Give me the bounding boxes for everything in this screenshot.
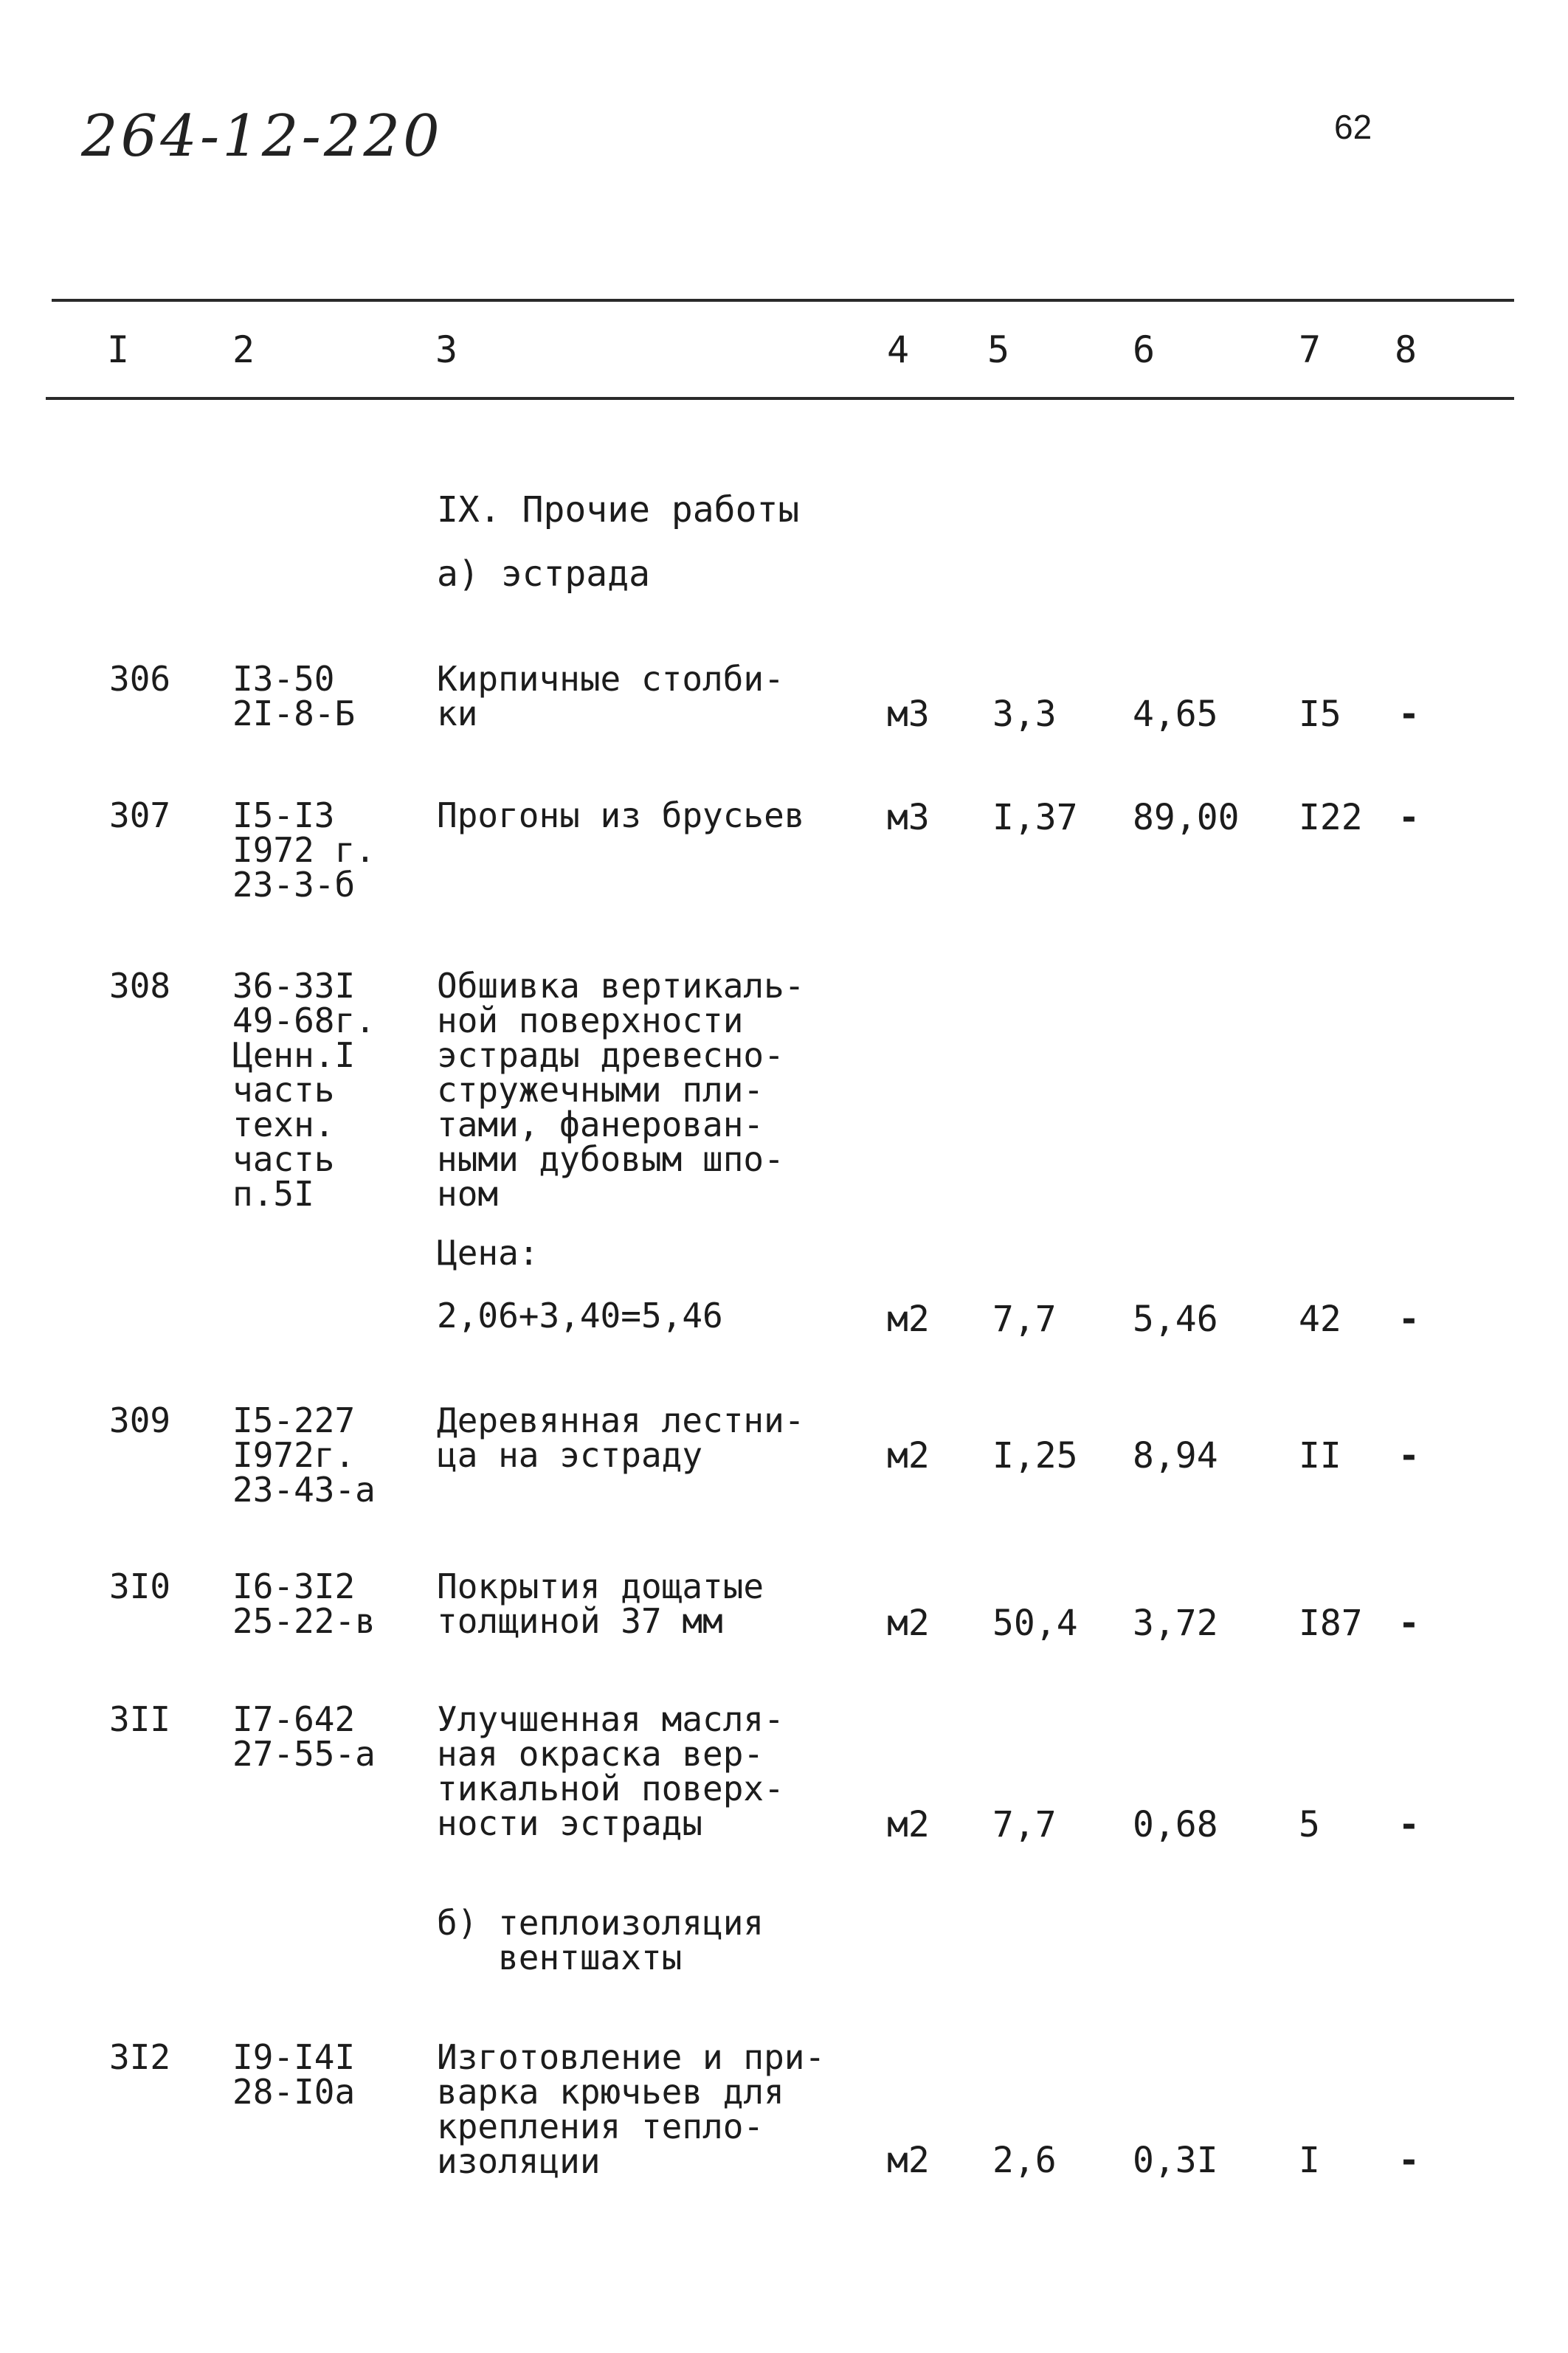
row-306-unit: м3 [887,694,930,735]
row-310-reference: I6-3I2 25-22-в [232,1566,376,1641]
row-312-col8: - [1398,2140,1420,2181]
header-top-rule [52,299,1514,302]
subsection-b-title: б) теплоизоляция вентшахты [437,1903,764,1977]
row-311-description: Улучшенная масля- ная окраска вер- тикальной поверх- ности эстрады [437,1699,784,1843]
row-312-total: I [1299,2140,1320,2181]
row-311-unit-price: 0,68 [1133,1804,1218,1845]
header-col-4: 4 [887,328,910,371]
row-309-unit-price: 8,94 [1133,1435,1218,1476]
row-311-unit: м2 [887,1804,930,1845]
row-307-unit: м3 [887,797,930,838]
document-code: 264-12-220 [81,103,443,170]
row-307-total: I22 [1299,797,1363,838]
row-311-total: 5 [1299,1804,1320,1845]
row-307-quantity: I,37 [992,797,1078,838]
row-306-number: 306 [109,659,171,699]
row-311-quantity: 7,7 [992,1804,1057,1845]
row-306-reference: I3-50 2I-8-Б [232,659,356,733]
row-312-reference: I9-I4I 28-I0а [232,2037,356,2112]
row-307-col8: - [1398,797,1420,838]
row-307-description: Прогоны из брусьев [437,795,805,835]
row-312-number: 3I2 [109,2037,171,2077]
row-309-quantity: I,25 [992,1435,1078,1476]
row-311-col8: - [1398,1804,1420,1845]
row-312-unit-price: 0,3I [1133,2140,1218,2181]
row-309-total: II [1299,1435,1341,1476]
row-306-col8: - [1398,694,1420,735]
row-310-quantity: 50,4 [992,1603,1078,1644]
row-308-price-formula: 2,06+3,40=5,46 [437,1296,723,1336]
row-308-total: 42 [1299,1299,1341,1340]
row-310-col8: - [1398,1603,1420,1644]
section-title: IX. Прочие работы [437,489,800,531]
row-310-unit: м2 [887,1603,930,1644]
row-308-col8: - [1398,1299,1420,1340]
row-310-unit-price: 3,72 [1133,1603,1218,1644]
subsection-a-title: а) эстрада [437,553,650,595]
row-308-number: 308 [109,966,171,1006]
header-col-1: I [107,328,130,371]
row-308-reference: 36-33I 49-68г. Ценн.I часть техн. часть п.5I [232,966,376,1214]
header-col-3: 3 [435,328,458,371]
row-311-reference: I7-642 27-55-а [232,1699,376,1774]
row-309-unit: м2 [887,1435,930,1476]
row-306-unit-price: 4,65 [1133,694,1218,735]
header-bottom-rule [46,397,1514,400]
row-310-number: 3I0 [109,1566,171,1606]
row-309-description: Деревянная лестни- ца на эстраду [437,1400,805,1475]
row-306-description: Кирпичные столби- ки [437,659,784,733]
row-309-col8: - [1398,1435,1420,1476]
row-307-unit-price: 89,00 [1133,797,1240,838]
row-312-description: Изготовление и при- варка крючьев для крепления тепло- изоляции [437,2037,826,2181]
row-310-description: Покрытия дощатые толщиной 37 мм [437,1566,764,1641]
row-312-quantity: 2,6 [992,2140,1057,2181]
header-col-8: 8 [1395,328,1417,371]
row-308-unit: м2 [887,1299,930,1340]
row-308-unit-price: 5,46 [1133,1299,1218,1340]
row-310-total: I87 [1299,1603,1363,1644]
row-309-number: 309 [109,1400,171,1440]
row-311-number: 3II [109,1699,171,1739]
row-308-price-label: Цена: [437,1233,539,1273]
row-306-quantity: 3,3 [992,694,1057,735]
row-307-reference: I5-I3 I972 г. 23-3-б [232,795,376,905]
row-307-number: 307 [109,795,171,835]
row-308-quantity: 7,7 [992,1299,1057,1340]
header-col-2: 2 [232,328,255,371]
header-col-7: 7 [1299,328,1322,371]
row-308-description: Обшивка вертикаль- ной поверхности эстрады древесно- стружечными пли- тами, фанерован- ными дубовым шпо- ном [437,966,805,1214]
row-306-total: I5 [1299,694,1341,735]
row-309-reference: I5-227 I972г. 23-43-а [232,1400,376,1510]
row-312-unit: м2 [887,2140,930,2181]
header-col-5: 5 [987,328,1010,371]
header-col-6: 6 [1133,328,1156,371]
page-number: 62 [1334,108,1372,146]
